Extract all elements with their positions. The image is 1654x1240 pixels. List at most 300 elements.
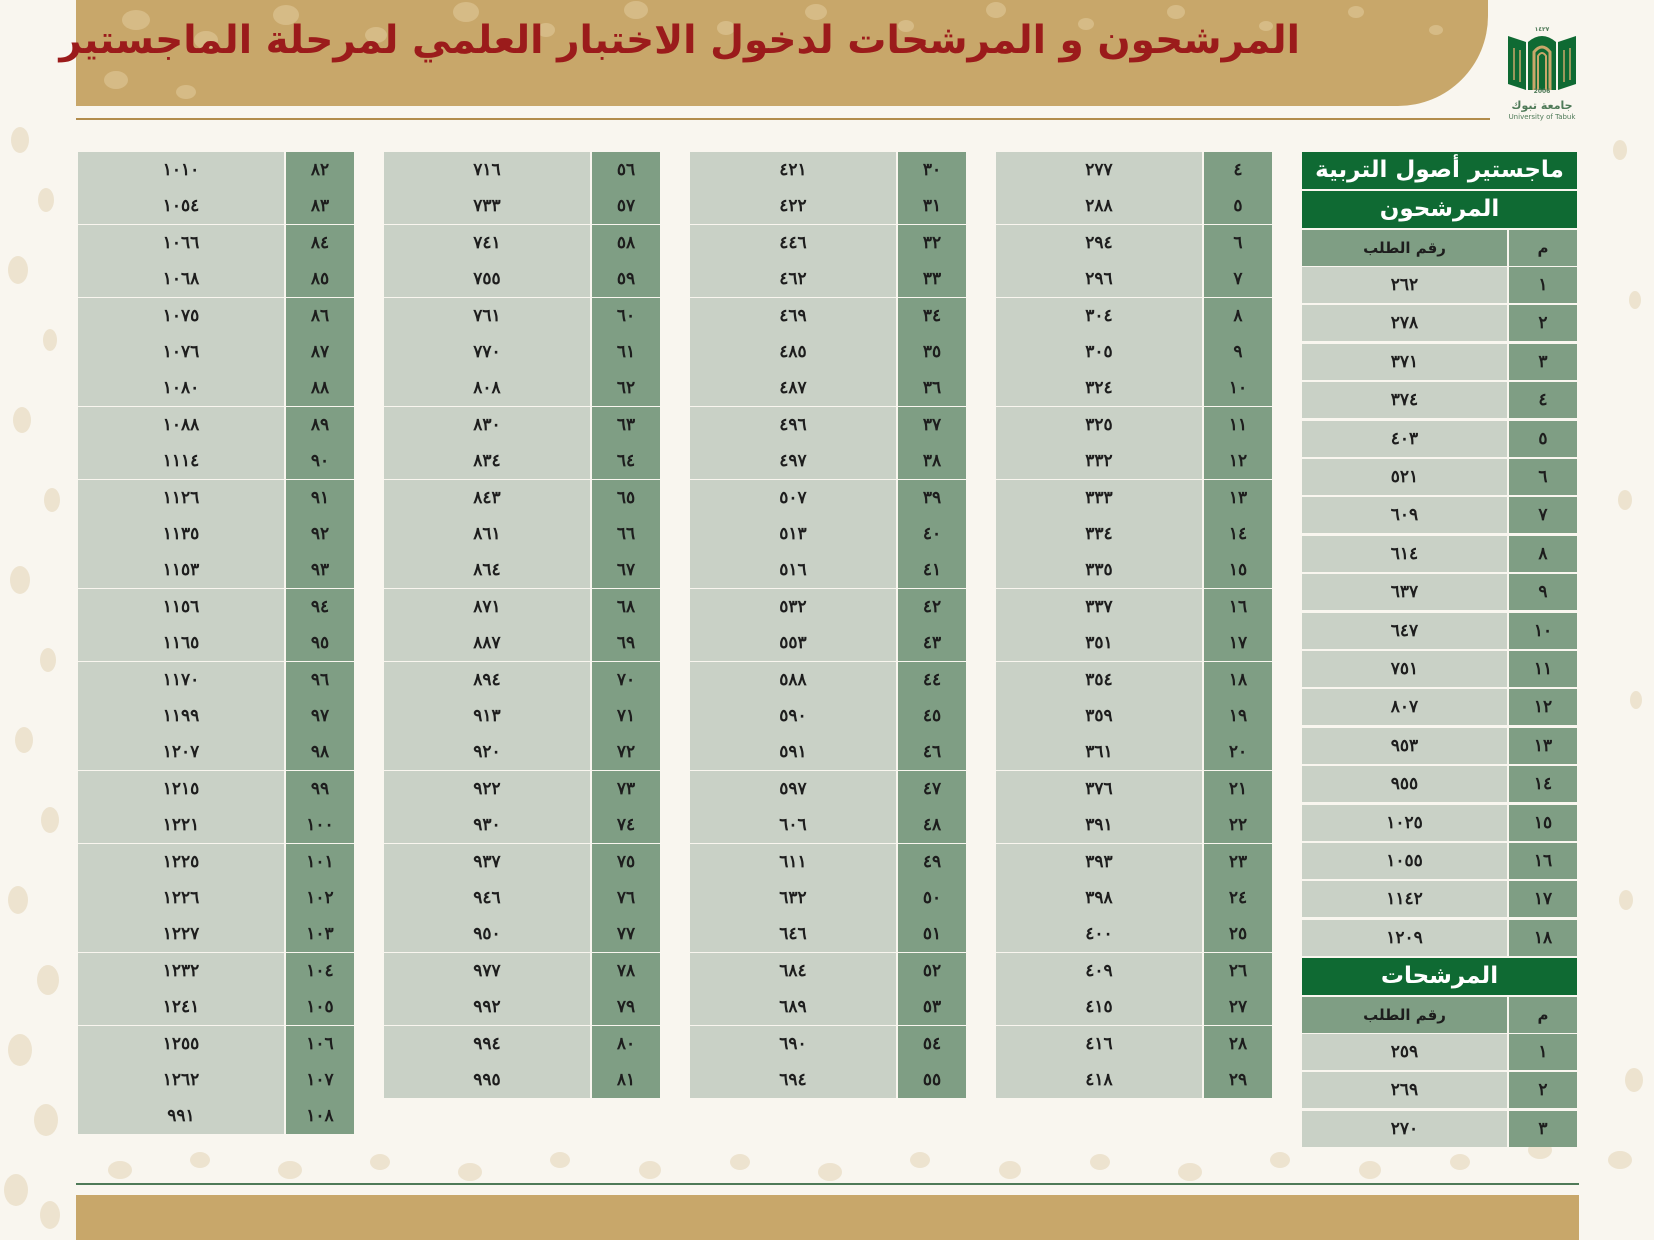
table-row: [78, 771, 354, 807]
request-number-cell: ١١٦٥: [78, 625, 284, 661]
table-row: [996, 953, 1272, 989]
serial-number-cell: ٨٤: [286, 225, 354, 261]
request-number-cell: ٩٢٠: [384, 734, 590, 770]
table-row: [1302, 728, 1577, 764]
serial-number-cell: ١٥: [1509, 805, 1577, 841]
table-row: [78, 152, 354, 188]
request-number-cell: ٣٦١: [996, 734, 1202, 770]
serial-number-cell: ٢: [1509, 305, 1577, 341]
serial-number-cell: ٣٦: [898, 370, 966, 406]
request-number-cell: ٣٧٤: [1302, 382, 1507, 418]
table-row: [78, 516, 354, 552]
serial-number-cell: ٤٨: [898, 807, 966, 843]
table-row: [996, 844, 1272, 880]
serial-number-cell: ٧٤: [592, 807, 660, 843]
serial-number-cell: ٦٧: [592, 552, 660, 588]
serial-number-cell: ٥٠: [898, 880, 966, 916]
serial-number-cell: ٥٤: [898, 1026, 966, 1062]
serial-number-cell: ٢٨: [1204, 1026, 1272, 1062]
serial-number-cell: ٤٥: [898, 698, 966, 734]
serial-number-cell: ٥٨: [592, 225, 660, 261]
serial-number-cell: ٤٢: [898, 589, 966, 625]
header-divider: [76, 118, 1490, 120]
table-row: [996, 1026, 1272, 1062]
table-row: [1302, 651, 1577, 687]
table-row: [1302, 843, 1577, 879]
request-number-cell: ٩٩٥: [384, 1062, 590, 1098]
serial-number-cell: ١٦: [1509, 843, 1577, 879]
logo-hijri-year: ١٤٢٧: [1534, 26, 1550, 33]
request-number-cell: ٦٣٧: [1302, 574, 1507, 610]
serial-number-cell: ٣٨: [898, 443, 966, 479]
serial-number-cell: ١٤: [1509, 766, 1577, 802]
serial-number-cell: ٦: [1509, 459, 1577, 495]
serial-number-cell: ٥: [1204, 188, 1272, 224]
table-row: [78, 552, 354, 588]
table-row: [384, 1026, 660, 1062]
request-number-cell: ١٢٣٢: [78, 953, 284, 989]
table-row: [384, 698, 660, 734]
table-row: [384, 261, 660, 297]
request-number-cell: ٣٥٤: [996, 662, 1202, 698]
table-row: [996, 880, 1272, 916]
serial-number-cell: ٦١: [592, 334, 660, 370]
table-row: [384, 152, 660, 188]
serial-number-cell: ٨٠: [592, 1026, 660, 1062]
request-number-cell: ٢٩٤: [996, 225, 1202, 261]
table-row: [384, 625, 660, 661]
table-row: [996, 625, 1272, 661]
request-number-cell: ١١٧٠: [78, 662, 284, 698]
table-row: [384, 807, 660, 843]
table-row: [384, 953, 660, 989]
table-row: [690, 552, 966, 588]
request-number-cell: ٣٩١: [996, 807, 1202, 843]
table-row: [996, 188, 1272, 224]
serial-number-cell: ٣١: [898, 188, 966, 224]
request-number-cell: ٦١٤: [1302, 536, 1507, 572]
request-number-cell: ٤٠٣: [1302, 421, 1507, 457]
request-number-cell: ٤٤٦: [690, 225, 896, 261]
serial-number-cell: ٢٤: [1204, 880, 1272, 916]
col-header-request-number: رقم الطلب: [1302, 997, 1507, 1033]
table-row: [384, 552, 660, 588]
request-number-cell: ٩٩١: [78, 1098, 284, 1134]
serial-number-cell: ٧٧: [592, 916, 660, 952]
serial-number-cell: ١٥: [1204, 552, 1272, 588]
serial-number-cell: ١٠٤: [286, 953, 354, 989]
request-number-cell: ٤٠٠: [996, 916, 1202, 952]
col-header-serial: م: [1509, 230, 1577, 266]
table-row: [1302, 613, 1577, 649]
serial-number-cell: ٨٣: [286, 188, 354, 224]
request-number-cell: ١٢٢١: [78, 807, 284, 843]
request-number-cell: ١٠٥٥: [1302, 843, 1507, 879]
table-row: [1302, 497, 1577, 533]
table-row: [1302, 1072, 1577, 1108]
serial-number-cell: ٨٩: [286, 407, 354, 443]
table-row: [690, 989, 966, 1025]
request-number-cell: ٥٩٠: [690, 698, 896, 734]
serial-number-cell: ٢: [1509, 1072, 1577, 1108]
table-row: [78, 188, 354, 224]
table-row: [384, 589, 660, 625]
table-row: [78, 880, 354, 916]
request-number-cell: ٣٠٤: [996, 298, 1202, 334]
request-number-cell: ١٢٢٥: [78, 844, 284, 880]
serial-number-cell: ١٤: [1204, 516, 1272, 552]
table-row: [384, 334, 660, 370]
serial-number-cell: ٩: [1204, 334, 1272, 370]
table-row: [996, 916, 1272, 952]
serial-number-cell: ٩٨: [286, 734, 354, 770]
serial-number-cell: ٥٧: [592, 188, 660, 224]
table-row: [690, 662, 966, 698]
serial-number-cell: ٥٦: [592, 152, 660, 188]
table-row: [690, 625, 966, 661]
table-row: [78, 1098, 354, 1134]
table-row: [690, 188, 966, 224]
request-number-cell: ٤٨٧: [690, 370, 896, 406]
request-number-cell: ٨٧١: [384, 589, 590, 625]
table-row: [690, 734, 966, 770]
table-row: [996, 807, 1272, 843]
serial-number-cell: ٤: [1204, 152, 1272, 188]
table-row: [384, 734, 660, 770]
request-number-cell: ٣٧٦: [996, 771, 1202, 807]
request-number-cell: ٦٤٧: [1302, 613, 1507, 649]
serial-number-cell: ٣٤: [898, 298, 966, 334]
table-row: [384, 225, 660, 261]
serial-number-cell: ١٨: [1509, 920, 1577, 956]
table-row: [690, 443, 966, 479]
serial-number-cell: ٣: [1509, 344, 1577, 380]
table-row: [78, 589, 354, 625]
request-number-cell: ٣٢٤: [996, 370, 1202, 406]
table-row: [1302, 267, 1577, 303]
serial-number-cell: ١٧: [1509, 881, 1577, 917]
serial-number-cell: ٢٦: [1204, 953, 1272, 989]
serial-number-cell: ٧٨: [592, 953, 660, 989]
serial-number-cell: ٣٩: [898, 480, 966, 516]
serial-number-cell: ٤٤: [898, 662, 966, 698]
table-row: [78, 989, 354, 1025]
request-number-cell: ١٠٧٥: [78, 298, 284, 334]
serial-number-cell: ١٩: [1204, 698, 1272, 734]
serial-number-cell: ٩٦: [286, 662, 354, 698]
table-row: [1302, 1034, 1577, 1070]
serial-number-cell: ٩: [1509, 574, 1577, 610]
serial-number-cell: ٤٦: [898, 734, 966, 770]
request-number-cell: ٧٥١: [1302, 651, 1507, 687]
serial-number-cell: ٥٥: [898, 1062, 966, 1098]
request-number-cell: ٨٠٧: [1302, 689, 1507, 725]
footer-divider: [76, 1183, 1579, 1185]
serial-number-cell: ٨: [1509, 536, 1577, 572]
request-number-cell: ٤٩٦: [690, 407, 896, 443]
table-row: [996, 662, 1272, 698]
table-row: [996, 407, 1272, 443]
table-row: [996, 516, 1272, 552]
serial-number-cell: ٤١: [898, 552, 966, 588]
serial-number-cell: ١٠٧: [286, 1062, 354, 1098]
request-number-cell: ٩٣٧: [384, 844, 590, 880]
serial-number-cell: ١٠٦: [286, 1026, 354, 1062]
request-number-cell: ٥١٣: [690, 516, 896, 552]
request-number-cell: ١١٣٥: [78, 516, 284, 552]
logo-year: 2006: [1533, 88, 1551, 95]
table-row: [690, 407, 966, 443]
serial-number-cell: ٨٨: [286, 370, 354, 406]
request-number-cell: ١١٩٩: [78, 698, 284, 734]
request-number-cell: ٢٦٢: [1302, 267, 1507, 303]
serial-number-cell: ١٨: [1204, 662, 1272, 698]
request-number-cell: ٩٣٠: [384, 807, 590, 843]
request-number-cell: ١٠٨٠: [78, 370, 284, 406]
request-number-cell: ٣٩٣: [996, 844, 1202, 880]
request-number-cell: ٤٦٢: [690, 261, 896, 297]
table-row: [78, 370, 354, 406]
serial-number-cell: ٦٦: [592, 516, 660, 552]
request-number-cell: ١٠٨٨: [78, 407, 284, 443]
serial-number-cell: ٣٢: [898, 225, 966, 261]
serial-number-cell: ٩٣: [286, 552, 354, 588]
table-row: [1302, 459, 1577, 495]
serial-number-cell: ٨٧: [286, 334, 354, 370]
table-row: [78, 407, 354, 443]
table-row: [384, 516, 660, 552]
table-row: [690, 298, 966, 334]
serial-number-cell: ٧٩: [592, 989, 660, 1025]
serial-number-cell: ٥١: [898, 916, 966, 952]
table-row: [996, 771, 1272, 807]
request-number-cell: ٨٣٠: [384, 407, 590, 443]
table-row: [1302, 881, 1577, 917]
request-number-cell: ٨٤٣: [384, 480, 590, 516]
serial-number-cell: ٦٣: [592, 407, 660, 443]
table-row: [78, 916, 354, 952]
serial-number-cell: ١٠٨: [286, 1098, 354, 1134]
request-number-cell: ٢٧٧: [996, 152, 1202, 188]
serial-number-cell: ٦٤: [592, 443, 660, 479]
table-row: [996, 225, 1272, 261]
request-number-cell: ٤٢٢: [690, 188, 896, 224]
request-number-cell: ١٠٦٦: [78, 225, 284, 261]
table-row: [996, 989, 1272, 1025]
serial-number-cell: ٥٩: [592, 261, 660, 297]
table-row: [1302, 344, 1577, 380]
serial-number-cell: ٧: [1509, 497, 1577, 533]
table-row: [690, 370, 966, 406]
serial-number-cell: ٦٥: [592, 480, 660, 516]
serial-number-cell: ٨٦: [286, 298, 354, 334]
table-row: [78, 480, 354, 516]
table-row: [1302, 536, 1577, 572]
male-candidates-heading: المرشحون: [1302, 191, 1577, 228]
request-number-cell: ١٠١٠: [78, 152, 284, 188]
table-row: [384, 298, 660, 334]
request-number-cell: ٣٣٤: [996, 516, 1202, 552]
serial-number-cell: ٣٠: [898, 152, 966, 188]
request-number-cell: ٤١٥: [996, 989, 1202, 1025]
request-number-cell: ٨٨٧: [384, 625, 590, 661]
request-number-cell: ٨٦٤: [384, 552, 590, 588]
table-row: [690, 589, 966, 625]
serial-number-cell: ١٧: [1204, 625, 1272, 661]
table-row: [996, 552, 1272, 588]
request-number-cell: ١١١٤: [78, 443, 284, 479]
serial-number-cell: ٣٧: [898, 407, 966, 443]
serial-number-cell: ٩٤: [286, 589, 354, 625]
table-row: [1302, 1111, 1577, 1147]
request-number-cell: ٢٧٨: [1302, 305, 1507, 341]
table-row: [690, 261, 966, 297]
request-number-cell: ٥٨٨: [690, 662, 896, 698]
serial-number-cell: ٧٢: [592, 734, 660, 770]
logo-name-ar: جامعة تبوك: [1511, 99, 1573, 112]
table-row: [690, 225, 966, 261]
request-number-cell: ٩١٣: [384, 698, 590, 734]
table-row: [996, 152, 1272, 188]
request-number-cell: ٤٠٩: [996, 953, 1202, 989]
request-number-cell: ١٢١٥: [78, 771, 284, 807]
table-row: [78, 734, 354, 770]
table-row: [78, 225, 354, 261]
request-number-cell: ١٠٥٤: [78, 188, 284, 224]
serial-number-cell: ٥٣: [898, 989, 966, 1025]
request-number-cell: ٩٤٦: [384, 880, 590, 916]
table-row: [384, 916, 660, 952]
request-number-cell: ٧٣٣: [384, 188, 590, 224]
col-header-serial: م: [1509, 997, 1577, 1033]
table-row: [384, 880, 660, 916]
request-number-cell: ٣٠٥: [996, 334, 1202, 370]
table-row: [690, 480, 966, 516]
table-row: [384, 662, 660, 698]
table-row: [690, 516, 966, 552]
request-number-cell: ٨٣٤: [384, 443, 590, 479]
table-row: [384, 407, 660, 443]
serial-number-cell: ٤٣: [898, 625, 966, 661]
table-row: [1302, 574, 1577, 610]
table-row: [996, 1062, 1272, 1098]
table-row: [78, 261, 354, 297]
table-row: [690, 880, 966, 916]
table-row: [1302, 689, 1577, 725]
request-number-cell: ٧٤١: [384, 225, 590, 261]
request-number-cell: ٦٩٠: [690, 1026, 896, 1062]
serial-number-cell: ٧: [1204, 261, 1272, 297]
table-row: [690, 334, 966, 370]
request-number-cell: ٩٥٥: [1302, 766, 1507, 802]
table-row: [996, 734, 1272, 770]
serial-number-cell: ١٠: [1204, 370, 1272, 406]
request-number-cell: ٦٨٤: [690, 953, 896, 989]
table-row: [690, 1026, 966, 1062]
table-row: [78, 1062, 354, 1098]
serial-number-cell: ٧٠: [592, 662, 660, 698]
table-row: [78, 844, 354, 880]
table-row: [78, 953, 354, 989]
page-title: المرشحون و المرشحات لدخول الاختبار العلمي لمرحلة الماجستير: [59, 18, 1300, 63]
serial-number-cell: ١٢: [1204, 443, 1272, 479]
request-number-cell: ١٢٢٧: [78, 916, 284, 952]
serial-number-cell: ٥: [1509, 421, 1577, 457]
request-number-cell: ٨٠٨: [384, 370, 590, 406]
table-row: [384, 1062, 660, 1098]
request-number-cell: ٩٩٤: [384, 1026, 590, 1062]
serial-number-cell: ٦٩: [592, 625, 660, 661]
request-number-cell: ٥٥٣: [690, 625, 896, 661]
request-number-cell: ٧٦١: [384, 298, 590, 334]
serial-number-cell: ١١: [1204, 407, 1272, 443]
serial-number-cell: ١: [1509, 267, 1577, 303]
request-number-cell: ٦٤٦: [690, 916, 896, 952]
request-number-cell: ٩٥٣: [1302, 728, 1507, 764]
request-number-cell: ٤٩٧: [690, 443, 896, 479]
serial-number-cell: ١٠٥: [286, 989, 354, 1025]
female-table-header: [1302, 997, 1577, 1033]
serial-number-cell: ٢٣: [1204, 844, 1272, 880]
request-number-cell: ٥٣٢: [690, 589, 896, 625]
serial-number-cell: ١٠٠: [286, 807, 354, 843]
table-row: [996, 370, 1272, 406]
table-row: [1302, 421, 1577, 457]
request-number-cell: ٤٨٥: [690, 334, 896, 370]
request-number-cell: ١٠٢٥: [1302, 805, 1507, 841]
request-number-cell: ٧٧٠: [384, 334, 590, 370]
table-row: [690, 953, 966, 989]
serial-number-cell: ١٣: [1204, 480, 1272, 516]
serial-number-cell: ٨٢: [286, 152, 354, 188]
serial-number-cell: ٩٥: [286, 625, 354, 661]
serial-number-cell: ٣: [1509, 1111, 1577, 1147]
request-number-cell: ٣٧١: [1302, 344, 1507, 380]
request-number-cell: ١١٥٦: [78, 589, 284, 625]
request-number-cell: ٣٥١: [996, 625, 1202, 661]
serial-number-cell: ٢٥: [1204, 916, 1272, 952]
serial-number-cell: ٧٦: [592, 880, 660, 916]
request-number-cell: ٢٧٠: [1302, 1111, 1507, 1147]
serial-number-cell: ٢٧: [1204, 989, 1272, 1025]
table-row: [690, 916, 966, 952]
request-number-cell: ٦١١: [690, 844, 896, 880]
request-number-cell: ٩٥٠: [384, 916, 590, 952]
serial-number-cell: ٦٢: [592, 370, 660, 406]
table-row: [78, 698, 354, 734]
request-number-cell: ٤١٦: [996, 1026, 1202, 1062]
table-row: [690, 807, 966, 843]
serial-number-cell: ٦٠: [592, 298, 660, 334]
request-number-cell: ٥٠٧: [690, 480, 896, 516]
serial-number-cell: ٢٩: [1204, 1062, 1272, 1098]
request-number-cell: ٥١٦: [690, 552, 896, 588]
table-row: [384, 370, 660, 406]
serial-number-cell: ٦٨: [592, 589, 660, 625]
serial-number-cell: ٤٩: [898, 844, 966, 880]
request-number-cell: ٣٥٩: [996, 698, 1202, 734]
request-number-cell: ٦٩٤: [690, 1062, 896, 1098]
request-number-cell: ٥٩٧: [690, 771, 896, 807]
request-number-cell: ٢٥٩: [1302, 1034, 1507, 1070]
request-number-cell: ٥٢١: [1302, 459, 1507, 495]
request-number-cell: ١٢٤١: [78, 989, 284, 1025]
request-number-cell: ٢٩٦: [996, 261, 1202, 297]
table-row: [996, 443, 1272, 479]
serial-number-cell: ٤٠: [898, 516, 966, 552]
table-row: [384, 443, 660, 479]
table-row: [690, 771, 966, 807]
